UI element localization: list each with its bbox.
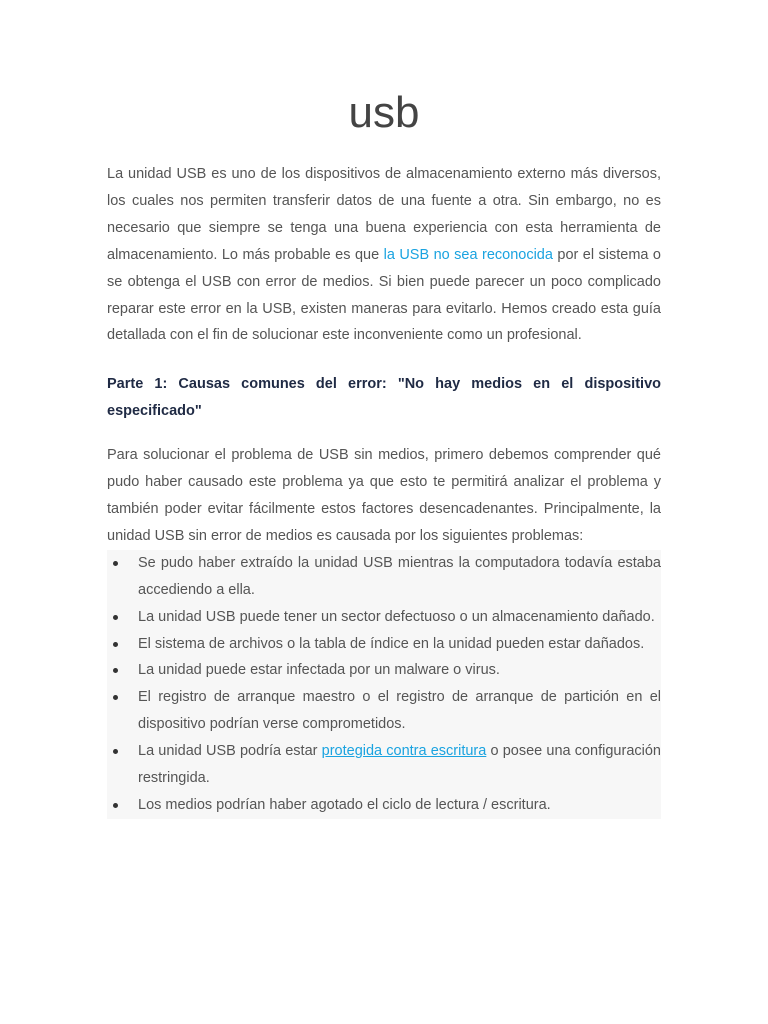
list-item <box>107 792 661 819</box>
section-paragraph: Para solucionar el problema de USB sin medios, primero debemos comprender qué pudo haber causado este problema ya que esto te permitirá analizar el problema y también poder evitar fácilmente estos factores desencadenantes. Principalmente, la unidad USB sin error de medios es causada por los siguientes problemas: <box>107 447 661 544</box>
list-item-text: El registro de arranque maestro o el registro de arranque de partición en el dispositivo podrían verse comprometidos. <box>138 689 661 733</box>
list-item-text: La unidad USB podría estar <box>138 743 322 760</box>
list-item <box>107 738 661 792</box>
list-item <box>107 604 661 631</box>
bullet-icon <box>113 749 118 754</box>
list-item <box>107 684 661 738</box>
list-item <box>107 657 661 684</box>
list-item <box>107 550 661 604</box>
bullet-icon <box>113 695 118 700</box>
causes-list <box>107 550 661 819</box>
intro-text-before: La unidad USB es uno de los dispositivos de almacenamiento externo más diversos, los cuales nos permiten transferir datos de una fuente a otra. Sin embargo, no es necesario que siempre se tenga una buena experiencia con esta herramienta de almacenamiento. Lo más probable es que <box>107 166 661 263</box>
usb-not-recognized-link[interactable]: la USB no sea reconocida <box>383 246 553 263</box>
list-item-text: o posee una configuración restringida. <box>138 743 661 787</box>
bullet-icon <box>113 561 118 566</box>
list-item-text: La unidad puede estar infectada por un malware o virus. <box>138 662 500 679</box>
write-protected-link[interactable]: protegida contra escritura <box>321 743 487 760</box>
bullet-icon <box>113 803 118 808</box>
bullet-icon <box>113 668 118 673</box>
list-item <box>107 631 661 658</box>
intro-text-after: por el sistema o se obtenga el USB con error de medios. Si bien puede parecer un poco complicado reparar este error en la USB, existen maneras para evitarlo. Hemos creado esta guía detallada con el fin de solucionar este inconveniente como un profesional. <box>107 246 661 344</box>
list-item-text: El sistema de archivos o la tabla de índice en la unidad pueden estar dañados. <box>138 635 645 652</box>
intro-paragraph <box>107 161 661 349</box>
list-item-text: Se pudo haber extraído la unidad USB mientras la computadora todavía estaba accediendo a ella. <box>138 554 661 598</box>
section-heading: Parte 1: Causas comunes del error: "No hay medios en el dispositivo especificado" <box>107 376 661 420</box>
article-body <box>107 161 661 819</box>
bullet-icon <box>113 615 118 620</box>
list-item-text: La unidad USB puede tener un sector defectuoso o un almacenamiento dañado. <box>138 608 655 625</box>
list-item-text: Los medios podrían haber agotado el ciclo de lectura / escritura. <box>138 796 551 813</box>
bullet-icon <box>113 642 118 647</box>
page-title: usb <box>348 88 420 137</box>
